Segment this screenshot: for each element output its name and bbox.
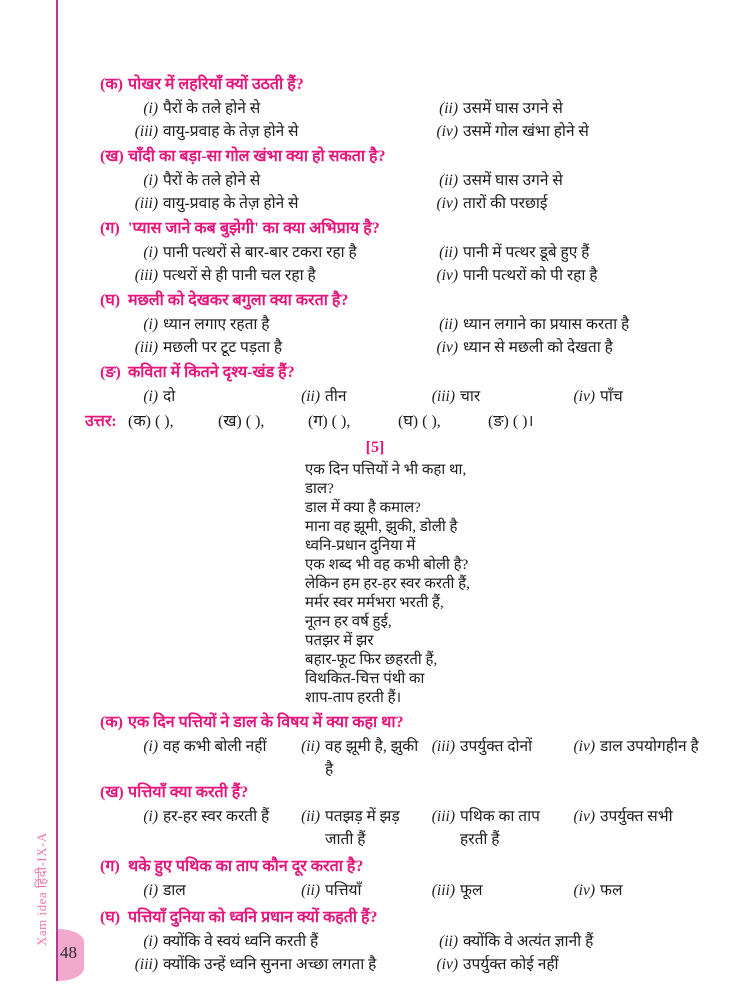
option [128, 169, 428, 192]
question-text: 'प्यास जाने कब बुझेगी' का क्या अभिप्राय है? [128, 220, 380, 237]
option-row [128, 192, 710, 215]
option-numeral: (iv) [436, 339, 458, 356]
option-text: पानी में पत्थर डूबे हुए हैं [463, 244, 590, 261]
option-row [128, 241, 710, 264]
option [428, 930, 710, 953]
option-numeral: (iii) [134, 956, 158, 973]
poem-line: बहार-फूट फिर छहरती हैं, [305, 652, 438, 668]
option [128, 97, 428, 120]
option [428, 97, 710, 120]
option-numeral: (ii) [439, 244, 458, 261]
option-text: पथिक का ताप हरती हैं [460, 808, 540, 848]
option-numeral: (iv) [436, 123, 458, 140]
option-row [128, 953, 710, 976]
question-label: (ख) [100, 784, 124, 801]
options [128, 169, 710, 215]
option-text: दो [163, 388, 176, 405]
answer-blank: (ख) ( ), [218, 413, 265, 430]
question-heading [85, 217, 710, 241]
poem-line: एक दिन पत्तियों ने भी कहा था, [305, 462, 467, 478]
question-heading [85, 289, 710, 313]
option-numeral: (ii) [439, 933, 458, 950]
option [425, 385, 565, 408]
question-text: पोखर में लहरियाँ क्यों उठती हैं? [128, 76, 304, 93]
option [290, 385, 425, 408]
question-label: (ङ) [100, 364, 121, 381]
poem-line: लेकिन हम हर-हर स्वर करती हैं, [305, 576, 470, 592]
question-heading [85, 906, 710, 930]
option-row [128, 313, 710, 336]
question-label: (ग) [100, 220, 120, 237]
question-section-b [85, 711, 710, 976]
answer-blank: (क) ( ), [128, 413, 174, 430]
options [128, 930, 710, 976]
poem-line: एक शब्द भी वह कभी बोली है? [305, 557, 469, 573]
question-block [85, 145, 710, 215]
option-numeral: (ii) [439, 172, 458, 189]
option-row [128, 120, 710, 143]
answer-line [85, 410, 710, 434]
question-text: चाँदी का बड़ा-सा गोल खंभा क्या हो सकता है? [128, 148, 386, 165]
option-numeral: (ii) [301, 882, 320, 899]
option-text: वायु-प्रवाह के तेज़ होने से [163, 195, 299, 212]
option [128, 735, 290, 781]
poem-line: माना वह झूमी, झुकी, डोली है [305, 519, 458, 535]
question-label: (क) [100, 714, 123, 731]
options [128, 241, 710, 287]
question-heading [85, 361, 710, 385]
option-text: चार [460, 388, 481, 405]
option [428, 953, 710, 976]
question-text: एक दिन पत्तियों ने डाल के विषय में क्या कहा था? [128, 714, 404, 731]
option [428, 169, 710, 192]
option-text: फल [600, 882, 623, 899]
option-text: उपर्युक्त सभी [600, 808, 673, 825]
option-text: वह झूमी है, झुकी है [325, 738, 419, 778]
question-label: (ख) [100, 148, 124, 165]
question-text: कविता में कितने दृश्य-खंड हैं? [128, 364, 295, 381]
option-numeral: (i) [143, 738, 158, 755]
question-label: (घ) [100, 909, 121, 926]
question-block [85, 711, 710, 781]
option-row [128, 264, 710, 287]
question-section-a [85, 73, 710, 408]
page-number: 48 [60, 943, 77, 962]
question-block [85, 906, 710, 976]
option [290, 735, 425, 781]
option-text: पानी पत्थरों को पी रहा है [463, 267, 598, 284]
option-numeral: (iv) [436, 267, 458, 284]
poem-line: डाल में क्या है कमाल? [305, 500, 421, 516]
option [290, 805, 425, 851]
option-text: हर-हर स्वर करती हैं [163, 808, 270, 825]
option-numeral: (iii) [134, 195, 158, 212]
options [128, 735, 710, 781]
option-numeral: (iii) [134, 123, 158, 140]
option [290, 879, 425, 902]
option-text: तारों की परछाई [463, 195, 548, 212]
option [128, 336, 428, 359]
option [428, 192, 710, 215]
option-text: मछली पर टूट पड़ता है [163, 339, 283, 356]
option [428, 313, 710, 336]
question-block [85, 781, 710, 851]
option-text: ध्यान से मछली को देखता है [463, 339, 613, 356]
option [128, 953, 428, 976]
option-text: पैरों के तले होने से [163, 172, 261, 189]
poem-passage [305, 461, 710, 708]
option-numeral: (iv) [436, 956, 458, 973]
option-text: तीन [325, 388, 347, 405]
option-text: पानी पत्थरों से बार-बार टकरा रहा है [163, 244, 357, 261]
option-numeral: (iii) [431, 738, 455, 755]
option-numeral: (i) [143, 808, 158, 825]
question-label: (घ) [100, 292, 121, 309]
option [128, 120, 428, 143]
poem-line: विथकित-चित्त पंथी का [305, 671, 425, 687]
question-heading [85, 781, 710, 805]
question-label: (क) [100, 76, 123, 93]
option-text: उसमें गोल खंभा होने से [463, 123, 589, 140]
option-row [128, 879, 710, 902]
answer-label: उत्तर: [85, 413, 117, 430]
option-text: पतझड़ में झड़ जाती हैं [325, 808, 400, 848]
option-text: उपर्युक्त दोनों [460, 738, 533, 755]
option-numeral: (ii) [301, 388, 320, 405]
question-text: पत्तियाँ दुनिया को ध्वनि प्रधान क्यों कहती हैं? [128, 909, 378, 926]
option-text: ध्यान लगाने का प्रयास करता है [463, 316, 630, 333]
option-numeral: (i) [143, 244, 158, 261]
question-heading [85, 73, 710, 97]
option-text: पत्थरों से ही पानी चल रहा है [163, 267, 316, 284]
question-heading [85, 145, 710, 169]
option-numeral: (ii) [301, 738, 320, 755]
option-text: उपर्युक्त कोई नहीं [463, 956, 559, 973]
question-block [85, 289, 710, 359]
poem-line: मर्मर स्वर मर्मभरा भरती हैं, [305, 595, 444, 611]
option-text: उसमें घास उगने से [463, 172, 563, 189]
option [565, 805, 710, 851]
option-text: पैरों के तले होने से [163, 100, 261, 117]
poem-line: ध्वनि-प्रधान दुनिया में [305, 538, 416, 554]
option-text: ध्यान लगाए रहता है [163, 316, 270, 333]
book-edition-label: Xam idea हिंदी-IX-A [34, 832, 49, 946]
option-numeral: (iv) [573, 388, 595, 405]
option-numeral: (i) [143, 172, 158, 189]
question-heading [85, 711, 710, 735]
option-text: क्योंकि उन्हें ध्वनि सुनना अच्छा लगता है [163, 956, 377, 973]
option [128, 805, 290, 851]
option-numeral: (iv) [573, 882, 595, 899]
option-numeral: (iv) [573, 738, 595, 755]
option-numeral: (i) [143, 100, 158, 117]
option [128, 313, 428, 336]
option [565, 879, 710, 902]
option-numeral: (ii) [301, 808, 320, 825]
question-block [85, 855, 710, 902]
page-number-badge [58, 929, 84, 981]
option-text: क्योंकि वे स्वयं ध्वनि करती हैं [163, 933, 319, 950]
option [128, 879, 290, 902]
option [425, 805, 565, 851]
poem-line: नूतन हर वर्ष हुई, [305, 614, 392, 630]
option-text: डाल [163, 882, 186, 899]
option [128, 192, 428, 215]
question-block [85, 73, 710, 143]
question-heading [85, 855, 710, 879]
option [128, 385, 290, 408]
option-text: वह कभी बोली नहीं [163, 738, 267, 755]
option-text: डाल उपयोगहीन है [600, 738, 699, 755]
option-text: क्योंकि वे अत्यंत ज्ञानी हैं [463, 933, 594, 950]
poem-line: शाप-ताप हरती हैं। [305, 690, 402, 706]
option [428, 120, 710, 143]
page-content [85, 73, 710, 976]
option-row [128, 336, 710, 359]
option-text: उसमें घास उगने से [463, 100, 563, 117]
option-row [128, 97, 710, 120]
option-numeral: (ii) [439, 316, 458, 333]
options [128, 385, 710, 408]
option-numeral: (iii) [431, 882, 455, 899]
sidebar-rule [56, 0, 58, 981]
option [428, 264, 710, 287]
answer-blanks [128, 410, 710, 434]
options [128, 805, 710, 851]
options [128, 97, 710, 143]
answer-blank: (ग) ( ), [308, 413, 351, 430]
marks-badge: [5] [365, 439, 385, 456]
option [128, 930, 428, 953]
question-text: थके हुए पथिक का ताप कौन दूर करता है? [128, 858, 364, 875]
option-numeral: (iii) [431, 388, 455, 405]
option [565, 735, 710, 781]
option-numeral: (iii) [134, 267, 158, 284]
option [128, 241, 428, 264]
option-numeral: (i) [143, 933, 158, 950]
answer-blank: (घ) ( ), [398, 413, 441, 430]
option-row [128, 930, 710, 953]
question-text: मछली को देखकर बगुला क्या करता है? [128, 292, 349, 309]
option-numeral: (iii) [431, 808, 455, 825]
option-numeral: (iv) [573, 808, 595, 825]
option-text: वायु-प्रवाह के तेज़ होने से [163, 123, 299, 140]
option [428, 336, 710, 359]
question-block [85, 217, 710, 287]
option-text: पाँच [600, 388, 623, 405]
options [128, 879, 710, 902]
option [565, 385, 710, 408]
option [425, 879, 565, 902]
option-row [128, 385, 710, 408]
option [425, 735, 565, 781]
question-label: (ग) [100, 858, 120, 875]
poem-line: पतझर में झर [305, 633, 374, 649]
option-numeral: (ii) [439, 100, 458, 117]
answer-blank: (ङ) ( )। [488, 413, 534, 430]
option-row [128, 169, 710, 192]
option-numeral: (i) [143, 882, 158, 899]
option-text: पत्तियाँ [325, 882, 362, 899]
option-row [128, 805, 710, 851]
poem-line: डाल? [305, 481, 334, 497]
option-row [128, 735, 710, 781]
option-numeral: (iv) [436, 195, 458, 212]
question-text: पत्तियाँ क्या करती हैं? [128, 784, 249, 801]
option-numeral: (iii) [134, 339, 158, 356]
option [428, 241, 710, 264]
option-numeral: (i) [143, 316, 158, 333]
option [128, 264, 428, 287]
option-text: फूल [460, 882, 483, 899]
question-block [85, 361, 710, 408]
option-numeral: (i) [143, 388, 158, 405]
options [128, 313, 710, 359]
